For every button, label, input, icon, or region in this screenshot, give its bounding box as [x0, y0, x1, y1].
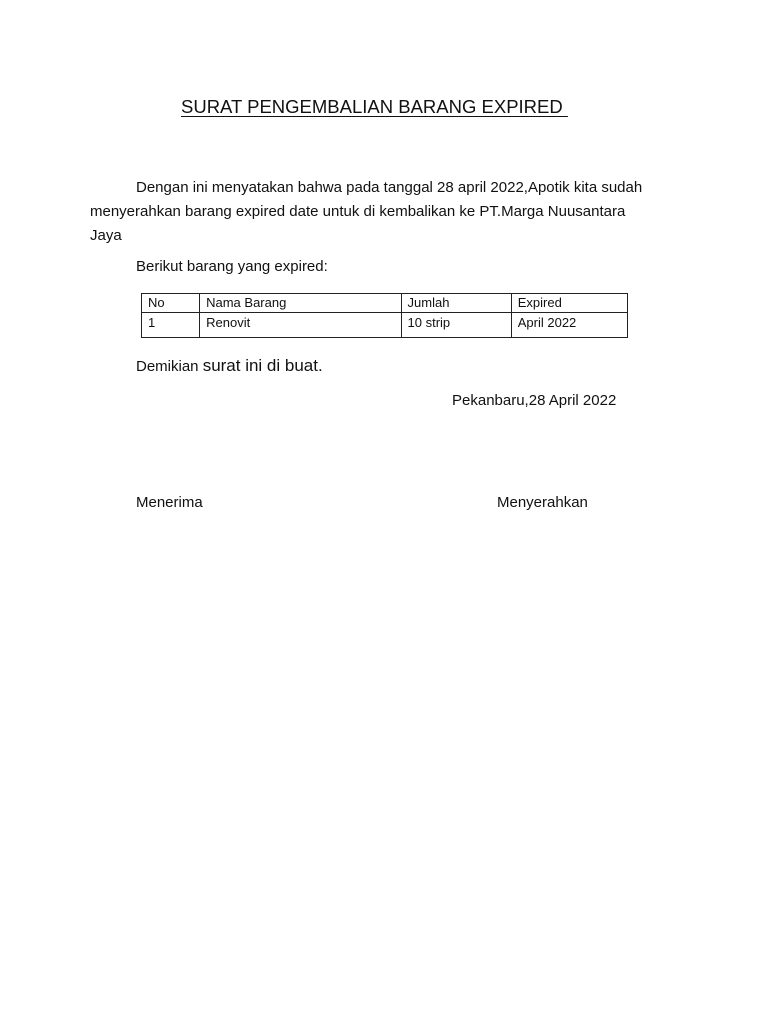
letter-title: SURAT PENGEMBALIAN BARANG EXPIRED — [181, 96, 568, 117]
table-header-row — [142, 294, 628, 313]
paragraph-line: Jaya — [90, 227, 122, 244]
signature-sender-label: Menyerahkan — [497, 494, 588, 511]
paragraph-line: Dengan ini menyatakan bahwa pada tanggal 28 april 2022,Apotik kita sudah — [136, 179, 643, 196]
expired-items-table — [141, 293, 628, 338]
closing-sentence — [136, 356, 323, 376]
header-no: No — [142, 294, 200, 313]
signature-receiver-label: Menerima — [136, 494, 203, 511]
cell-jumlah: 10 strip — [401, 313, 511, 338]
items-intro: Berikut barang yang expired: — [136, 258, 328, 275]
header-jumlah: Jumlah — [401, 294, 511, 313]
cell-nama-barang: Renovit — [200, 313, 401, 338]
closing-part-1: Demikian — [136, 358, 203, 375]
place-and-date: Pekanbaru,28 April 2022 — [452, 392, 617, 409]
cell-no: 1 — [142, 313, 200, 338]
closing-part-2: surat ini di buat. — [202, 356, 323, 375]
table-row — [142, 313, 628, 338]
header-expired: Expired — [511, 294, 627, 313]
header-nama-barang: Nama Barang — [200, 294, 401, 313]
body-paragraph — [90, 176, 700, 248]
cell-expired: April 2022 — [511, 313, 627, 338]
paragraph-line: menyerahkan barang expired date untuk di kembalikan ke PT.Marga Nuusantara — [90, 203, 626, 220]
